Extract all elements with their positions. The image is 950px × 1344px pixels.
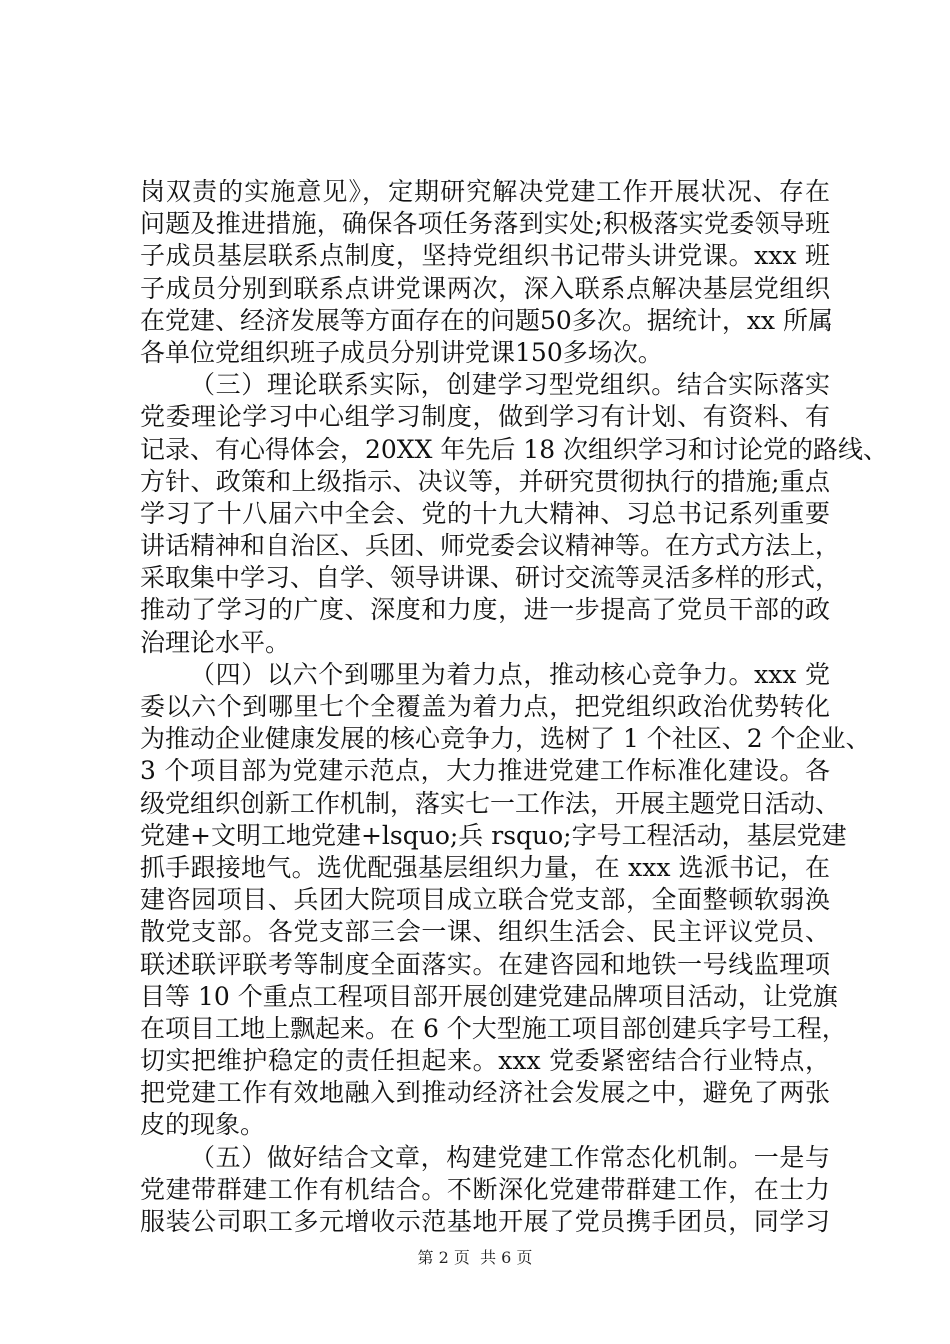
text-line: （四）以六个到哪里为着力点，推动核心竞争力。xxx 党 <box>190 659 830 689</box>
text-line: 党委理论学习中心组学习制度，做到学习有计划、有资料、有 <box>140 402 830 432</box>
text-line: 在项目工地上飘起来。在 6 个大型施工项目部创建兵字号工程， <box>140 1013 847 1043</box>
text-line: 目等 10 个重点工程项目部开展创建党建品牌项目活动，让党旗 <box>140 981 838 1011</box>
text-line: 推动了学习的广度、深度和力度，进一步提高了党员干部的政 <box>140 595 830 625</box>
text-line: 讲话精神和自治区、兵团、师党委会议精神等。在方式方法上， <box>140 531 841 561</box>
text-line: 采取集中学习、自学、领导讲课、研讨交流等灵活多样的形式， <box>140 563 841 593</box>
text-line: 在党建、经济发展等方面存在的问题50多次。据统计，xx 所属 <box>140 305 833 335</box>
text-line: 联述联评联考等制度全面落实。在建咨园和地铁一号线监理项 <box>140 949 830 979</box>
text-line: 党建+文明工地党建+lsquo;兵 rsquo;字号工程活动，基层党建 <box>140 820 847 850</box>
text-line: 皮的现象。 <box>140 1110 266 1140</box>
text-line: 散党支部。各党支部三会一课、组织生活会、民主评议党员、 <box>140 917 830 947</box>
text-line: 各单位党组织班子成员分别讲党课150多场次。 <box>140 337 663 367</box>
text-line: 委以六个到哪里七个全覆盖为着力点，把党组织政治优势转化 <box>140 692 830 721</box>
text-line: 记录、有心得体会，20XX 年先后 18 次组织学习和讨论党的路线、 <box>140 434 889 464</box>
text-line: 切实把维护稳定的责任担起来。xxx 党委紧密结合行业特点， <box>140 1046 830 1076</box>
text-line: 服装公司职工多元增收示范基地开展了党员携手团员，同学习 <box>140 1207 830 1236</box>
text-line: 3 个项目部为党建示范点，大力推进党建工作标准化建设。各 <box>140 756 830 786</box>
text-line: 问题及推进措施，确保各项任务落到实处;积极落实党委领导班 <box>140 209 830 239</box>
page-footer: 第 2 页 共 6 页 <box>417 1248 533 1267</box>
text-line: 建咨园项目、兵团大院项目成立联合党支部，全面整顿软弱涣 <box>140 885 830 915</box>
text-line: （五）做好结合文章，构建党建工作常态化机制。一是与 <box>190 1142 830 1172</box>
text-line: 子成员基层联系点制度，坚持党组织书记带头讲党课。xxx 班 <box>140 241 830 271</box>
text-line: 级党组织创新工作机制，落实七一工作法，开展主题党日活动、 <box>140 788 841 818</box>
text-line: 把党建工作有效地融入到推动经济社会发展之中，避免了两张 <box>140 1078 830 1108</box>
document-body <box>140 176 889 1238</box>
text-line: （三）理论联系实际，创建学习型党组织。结合实际落实 <box>190 370 830 400</box>
text-line: 治理论水平。 <box>140 627 291 657</box>
text-line: 子成员分别到联系点讲党课两次，深入联系点解决基层党组织 <box>140 273 830 303</box>
text-line: 抓手跟接地气。选优配强基层组织力量，在 xxx 选派书记，在 <box>140 852 830 882</box>
text-line: 为推动企业健康发展的核心竞争力，选树了 1 个社区、2 个企业、 <box>140 724 871 754</box>
text-line: 方针、政策和上级指示、决议等，并研究贯彻执行的措施;重点 <box>140 466 830 496</box>
text-line: 学习了十八届六中全会、党的十九大精神、习总书记系列重要 <box>140 498 830 528</box>
text-line: 岗双责的实施意见》，定期研究解决党建工作开展状况、存在 <box>140 177 830 206</box>
text-line: 党建带群建工作有机结合。不断深化党建带群建工作，在士力 <box>140 1174 830 1204</box>
